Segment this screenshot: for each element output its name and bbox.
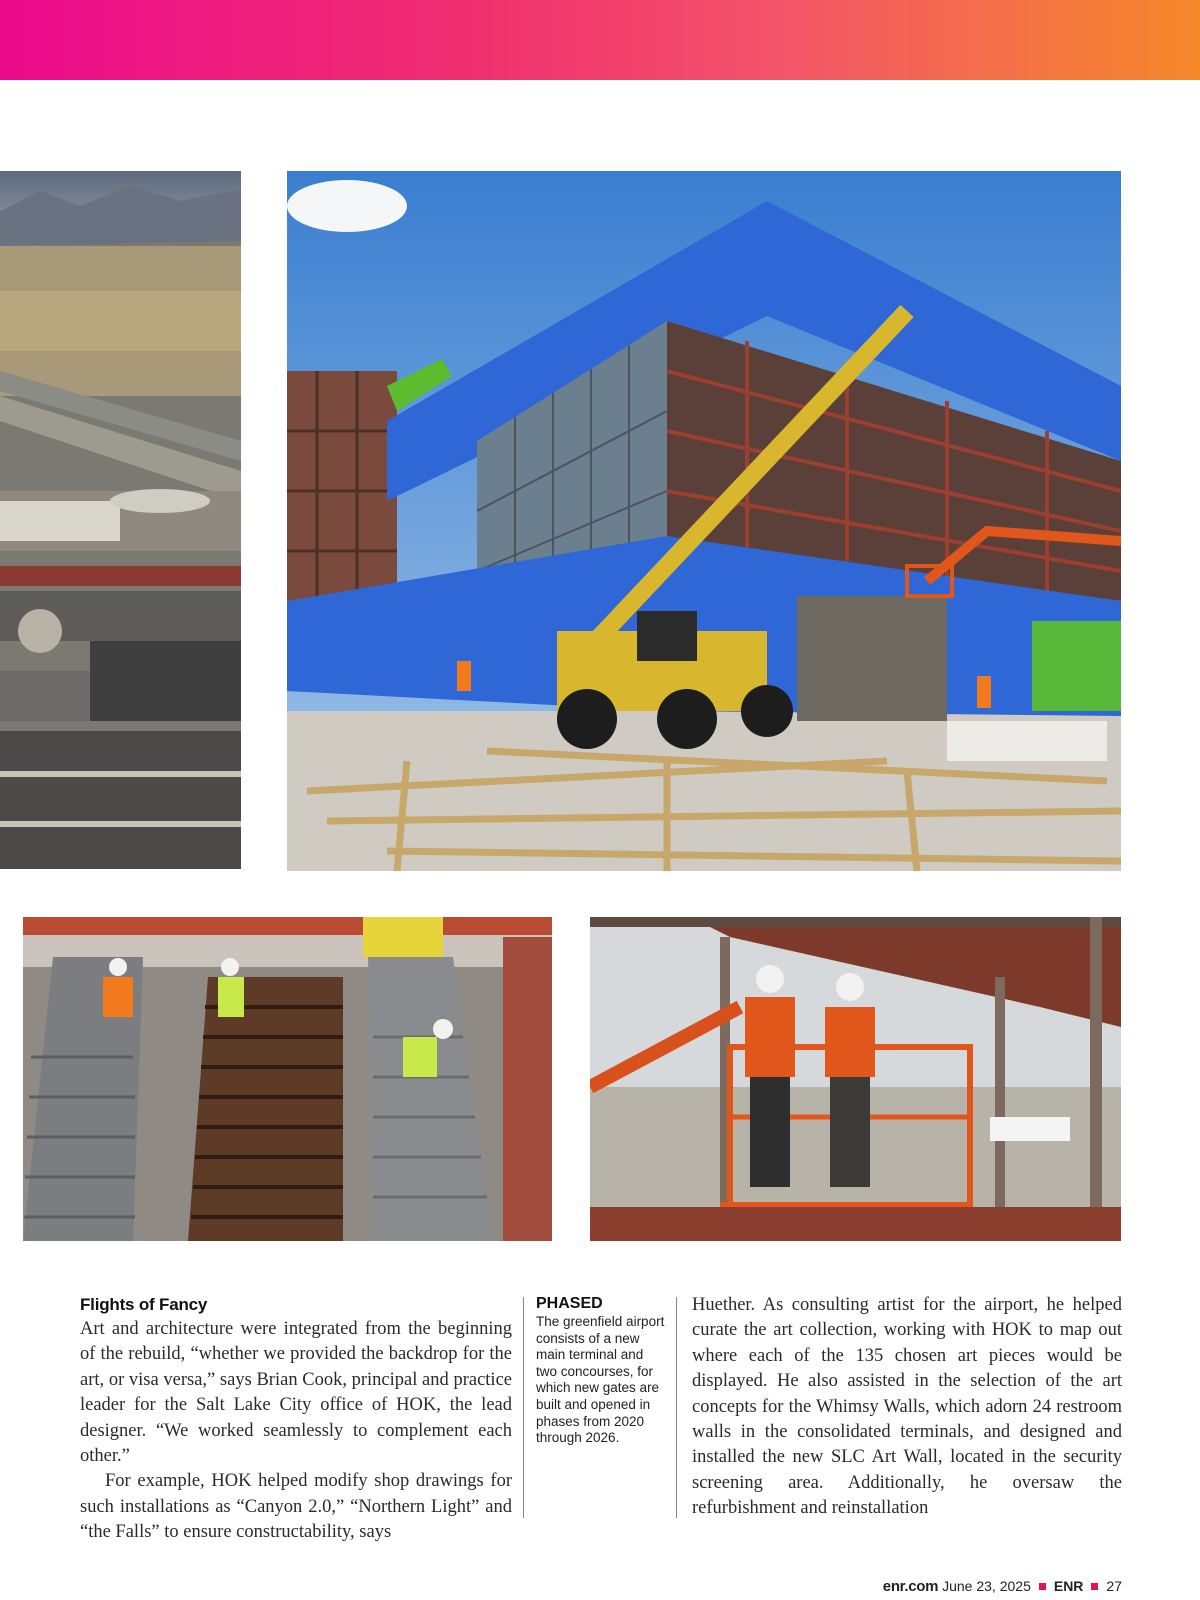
article-paragraph: Huether. As consulting artist for the airport, he helped curate the art collection, working with HOK to map out where each of the 135 chosen art pieces would be displayed. He also assisted in the selection of the art concepts for the Whimsy Walls, which adorn 24 restroom walls in the consolidated terminals, and designed and installed the new SLC Art Wall, located in the security screening area. Additionally, he oversaw the refurbishment and reinstallation	[692, 1295, 1122, 1519]
article-paragraph: For example, HOK helped modify shop drawings for such installations as “Canyon 2.0,” “Northern Light” and “the Falls” to ensure constructability, says	[80, 1471, 512, 1543]
caption-heading: PHASED	[536, 1295, 603, 1312]
column-divider	[523, 1297, 524, 1518]
section-heading: Flights of Fancy	[80, 1295, 208, 1314]
escalator-workers-photo	[23, 917, 552, 1241]
article-column-2	[692, 1293, 1122, 1522]
photo-caption	[536, 1294, 666, 1447]
page-number: 27	[1106, 1578, 1122, 1594]
terminal-construction-photo	[287, 171, 1121, 871]
glazing-lift-workers-photo	[590, 917, 1121, 1241]
square-bullet-icon	[1091, 1583, 1098, 1590]
article-column-1	[80, 1293, 512, 1546]
footer-site: enr.com	[882, 1578, 939, 1595]
article-paragraph: Art and architecture were integrated from the beginning of the rebuild, “whether we provided the backdrop for the art, or visa versa,” says Brian Cook, principal and practice leader for the Salt Lake City office of HOK, the lead designer. “We worked seamlessly to complement each other.”	[80, 1319, 512, 1467]
footer-date: June 23, 2025	[942, 1578, 1031, 1594]
page-footer	[883, 1578, 1122, 1595]
aerial-airport-photo	[0, 171, 241, 869]
caption-text: The greenfield airport consists of a new main terminal and two concourses, for which new gates are built and opened in phases from 2020 through 2026.	[536, 1314, 665, 1446]
top-color-banner	[0, 0, 1200, 80]
column-divider	[676, 1297, 677, 1518]
square-bullet-icon	[1039, 1583, 1046, 1590]
footer-magazine: ENR	[1053, 1578, 1084, 1594]
